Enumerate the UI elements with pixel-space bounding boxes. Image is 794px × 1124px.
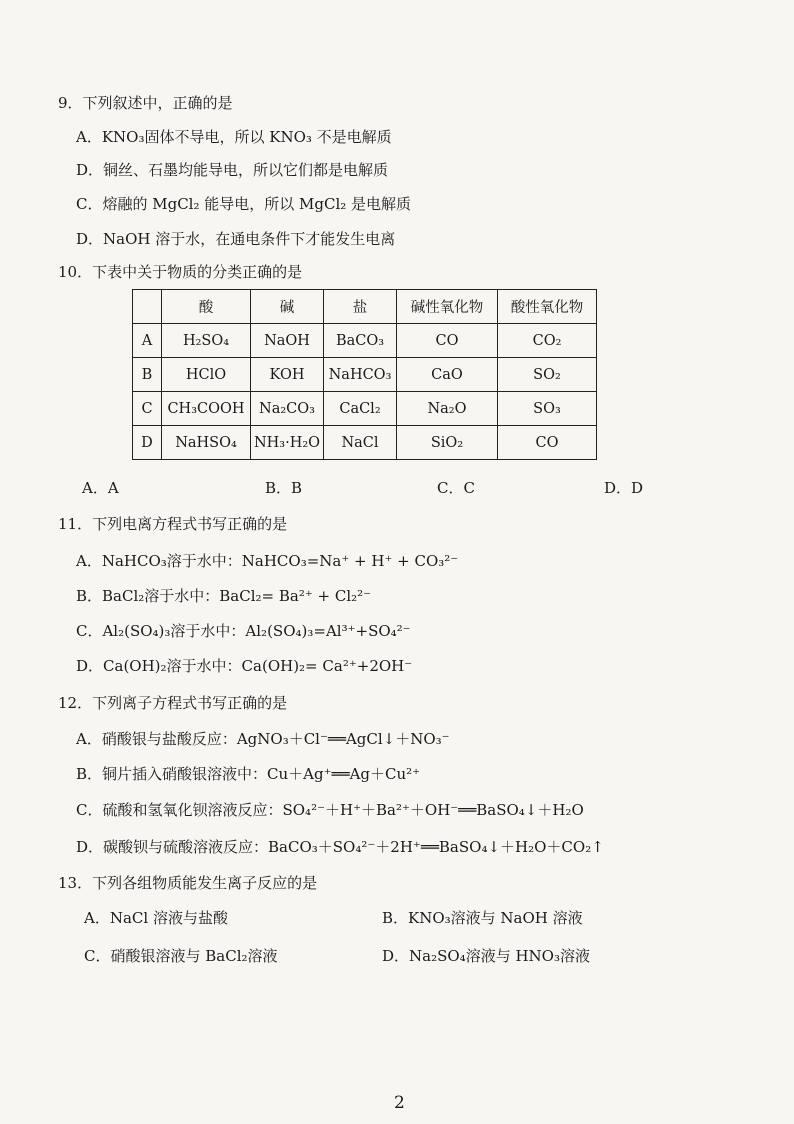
q11-option-b: B．BaCl₂溶于水中：BaCl₂= Ba²⁺ + Cl₂²⁻ (76, 587, 372, 605)
table-cell: B (133, 358, 162, 392)
table-row (133, 392, 597, 426)
table-cell: D (133, 426, 162, 460)
q11-option-c: C．Al₂(SO₄)₃溶于水中：Al₂(SO₄)₃=Al³⁺+SO₄²⁻ (76, 622, 411, 640)
q11-stem: 11．下列电离方程式书写正确的是 (58, 515, 288, 533)
q13-option-b: B．KNO₃溶液与 NaOH 溶液 (382, 909, 583, 927)
q9-option-a: A．KNO₃固体不导电，所以 KNO₃ 不是电解质 (76, 128, 392, 146)
table-cell: CaO (397, 358, 498, 392)
table-cell: SiO₂ (397, 426, 498, 460)
q12-option-c: C．硫酸和氢氧化钡溶液反应：SO₄²⁻＋H⁺＋Ba²⁺＋OH⁻══BaSO₄↓＋H₂O (76, 801, 584, 819)
q9-option-c: C．熔融的 MgCl₂ 能导电，所以 MgCl₂ 是电解质 (76, 195, 412, 213)
q12-option-a: A．硝酸银与盐酸反应：AgNO₃＋Cl⁻══AgCl↓＋NO₃⁻ (76, 730, 450, 748)
q10-choice-c: C．C (437, 479, 475, 497)
q11-option-a: A．NaHCO₃溶于水中：NaHCO₃=Na⁺ + H⁺ + CO₃²⁻ (76, 552, 459, 570)
q13-stem: 13．下列各组物质能发生离子反应的是 (58, 874, 318, 892)
table-header-cell: 碱 (251, 290, 324, 324)
table-row (133, 358, 597, 392)
q13-option-d: D．Na₂SO₄溶液与 HNO₃溶液 (382, 947, 590, 965)
classification-table (132, 289, 597, 460)
table-cell: CO (397, 324, 498, 358)
table-row (133, 324, 597, 358)
q11-option-d: D．Ca(OH)₂溶于水中：Ca(OH)₂= Ca²⁺+2OH⁻ (76, 657, 413, 675)
q13-option-c: C．硝酸银溶液与 BaCl₂溶液 (84, 947, 278, 965)
table-header-row (133, 290, 597, 324)
table-cell: BaCO₃ (324, 324, 397, 358)
q12-option-d: D．碳酸钡与硫酸溶液反应：BaCO₃＋SO₄²⁻＋2H⁺══BaSO₄↓＋H₂O＋CO₂↑ (76, 838, 604, 856)
table-header-cell (133, 290, 162, 324)
q10-choice-d: D．D (604, 479, 644, 497)
q10-choice-b: B．B (265, 479, 303, 497)
q9-option-d: D．NaOH 溶于水，在通电条件下才能发生电离 (76, 230, 396, 248)
q13-option-a: A．NaCl 溶液与盐酸 (84, 909, 228, 927)
q12-stem: 12．下列离子方程式书写正确的是 (58, 694, 288, 712)
q9-stem: 9．下列叙述中，正确的是 (58, 94, 233, 112)
table-cell: NaHSO₄ (162, 426, 251, 460)
table-cell: CO (498, 426, 597, 460)
table-cell: NaOH (251, 324, 324, 358)
table-cell: NaHCO₃ (324, 358, 397, 392)
table-header-cell: 盐 (324, 290, 397, 324)
table-cell: H₂SO₄ (162, 324, 251, 358)
q10-choice-a: A．A (82, 479, 119, 497)
table-cell: CaCl₂ (324, 392, 397, 426)
table-header-cell: 酸 (162, 290, 251, 324)
page-number: 2 (394, 1093, 405, 1113)
table-cell: HClO (162, 358, 251, 392)
table-cell: CH₃COOH (162, 392, 251, 426)
q9-option-b: D．铜丝、石墨均能导电，所以它们都是电解质 (76, 161, 389, 179)
table-cell: C (133, 392, 162, 426)
table-cell: NH₃·H₂O (251, 426, 324, 460)
table-cell: NaCl (324, 426, 397, 460)
table-cell: A (133, 324, 162, 358)
q10-stem: 10．下表中关于物质的分类正确的是 (58, 263, 303, 281)
table-header-cell: 碱性氧化物 (397, 290, 498, 324)
q12-option-b: B．铜片插入硝酸银溶液中：Cu＋Ag⁺══Ag＋Cu²⁺ (76, 765, 421, 783)
table-cell: SO₂ (498, 358, 597, 392)
table-row (133, 426, 597, 460)
table-cell: SO₃ (498, 392, 597, 426)
table-cell: KOH (251, 358, 324, 392)
table-cell: Na₂CO₃ (251, 392, 324, 426)
table-header-cell: 酸性氧化物 (498, 290, 597, 324)
table-cell: CO₂ (498, 324, 597, 358)
table-cell: Na₂O (397, 392, 498, 426)
